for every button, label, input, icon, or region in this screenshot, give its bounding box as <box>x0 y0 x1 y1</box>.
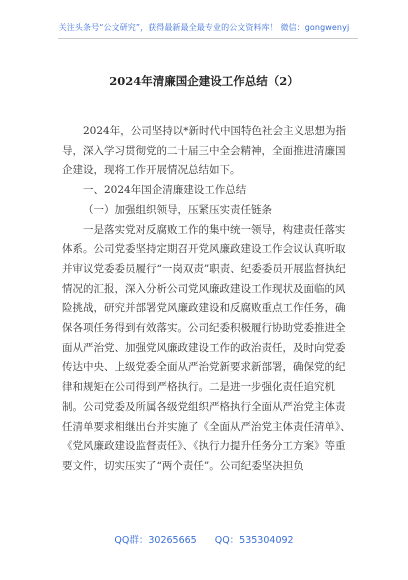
section-heading: 一、2024年国企清廉建设工作总结 <box>83 184 247 197</box>
footer-contact <box>0 532 408 546</box>
qq-group-text: QQ群：30265665 <box>114 535 197 546</box>
intro-paragraph: 2024年，公司坚持以*新时代中国特色社会主义思想为指导，深入学习贯彻党的二十届三中全会精神，全面推进清廉国企建设，现将工作开展情况总结如下。 <box>62 125 346 177</box>
qq-contact-text: QQ：535304092 <box>214 535 294 546</box>
body-paragraph: 一是落实党对反腐败工作的集中统一领导，构建责任落实体系。公司党委坚持定期召开党风廉政建设工作会议认真听取并审议党委委员履行“一岗双责”职责、纪委委员开展监督执纪情况的汇报，深入分析公司党风廉政建设工作现状及面临的风险挑战，研究并部署党风廉政建设和反腐败重点工作任务，确保各项任务得到有效落实。公司纪委积极履行协助党委推进全面从严治党、加强党风廉政建设工作的政治责任，及时向党委传达中央、上级党委全面从严治党新要求新部署，确保党的纪律和规矩在公司得到严格执行。二是进一步强化责任追究机制。公司党委及所属各级党组织严格执行全面从严治党主体责任清单要求相继出台并实施了《全面从严治党主体责任清单》、《党风廉政建设监督责任》、《执行力提升任务分工方案》等重要文件，切实压实了“两个责任”。公司纪委坚决担负 <box>62 223 351 472</box>
subsection-heading: （一）加强组织领导，压紧压实责任链条 <box>83 203 272 216</box>
header-banner: 关注头条号“公文研究”，获得最新最全最专业的公文资料库！ 微信：gongwenyj <box>58 23 350 32</box>
header-divider <box>58 38 358 39</box>
document-body <box>62 122 354 477</box>
document-title: 2024年清廉国企建设工作总结（2） <box>109 74 299 88</box>
